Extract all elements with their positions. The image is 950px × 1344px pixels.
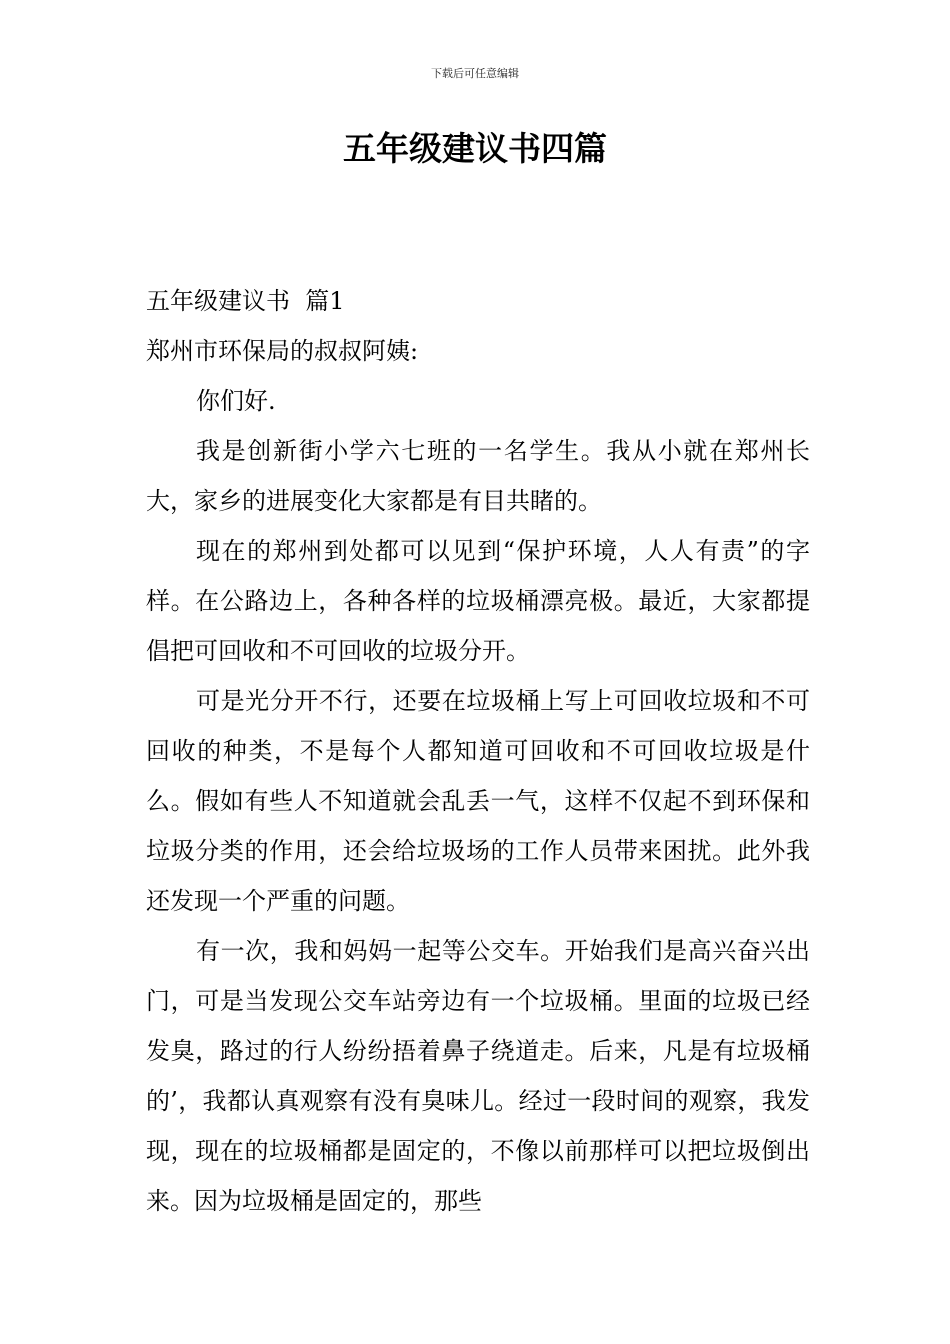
paragraph-slogan: 现在的郑州到处都可以见到“保护环境，人人有责”的字样。在公路边上，各种各样的垃圾桶漂亮极。最近，大家都提倡把可回收和不可回收的垃圾分开。 bbox=[146, 537, 810, 665]
paragraph-greeting: 你们好. bbox=[196, 387, 276, 415]
salutation: 郑州市环保局的叔叔阿姨: bbox=[146, 337, 419, 365]
section-heading: 五年级建议书 篇1 bbox=[146, 287, 345, 315]
header-note: 下载后可任意编辑 bbox=[431, 67, 519, 80]
paragraph-bus-stop: 有一次，我和妈妈一起等公交车。开始我们是高兴奋兴出门，可是当发现公交车站旁边有一个垃圾桶。里面的垃圾已经发臭，路过的行人纷纷捂着鼻子绕道走。后来，凡是有垃圾桶的’，我都认真观察有没有臭味儿。经过一段时间的观察，我发现，现在的垃圾桶都是固定的，不像以前那样可以把垃圾倒出来。因为垃圾桶是固定的，那些 bbox=[146, 937, 810, 1215]
document-title: 五年级建议书四篇 bbox=[343, 129, 607, 168]
document-body bbox=[146, 276, 810, 1226]
paragraph-intro: 我是创新街小学六七班的一名学生。我从小就在郑州长大，家乡的进展变化大家都是有目共睹的。 bbox=[146, 437, 810, 515]
paragraph-sorting: 可是光分开不行，还要在垃圾桶上写上可回收垃圾和不可回收的种类，不是每个人都知道可回收和不可回收垃圾是什么。假如有些人不知道就会乱丢一气，这样不仅起不到环保和垃圾分类的作用，还会给垃圾场的工作人员带来困扰。此外我还发现一个严重的问题。 bbox=[146, 687, 810, 915]
